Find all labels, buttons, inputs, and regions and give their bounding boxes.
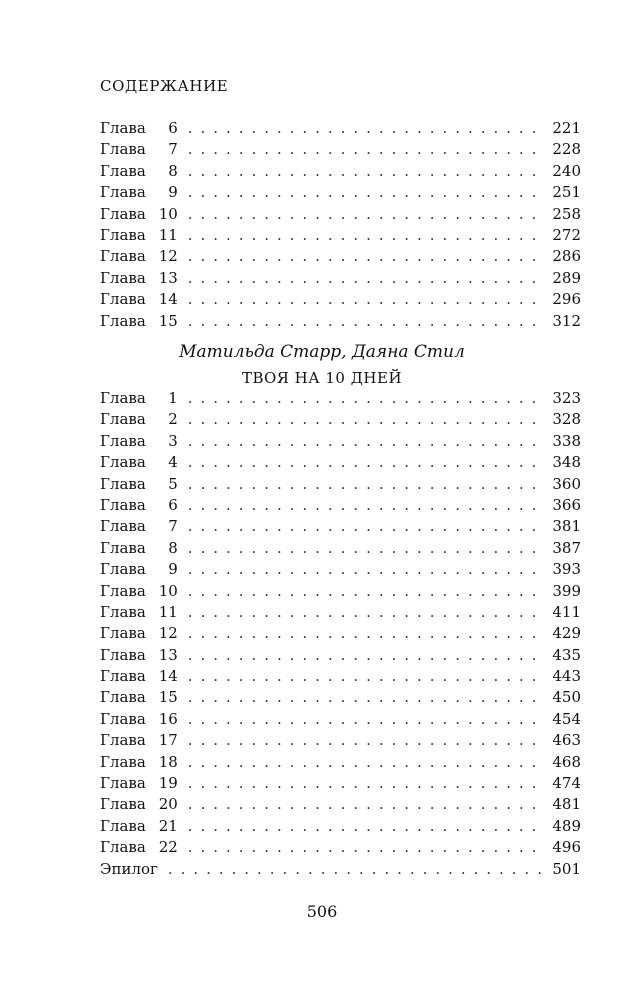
toc-entry-number: 11 — [158, 602, 178, 621]
section-authors: Матильда Старр, Даяна Стил — [179, 342, 465, 362]
toc-entry-label: Глава — [100, 140, 146, 159]
toc-entry-page: 489 — [552, 816, 581, 835]
toc-entry-number: 13 — [158, 268, 178, 287]
toc-entry-page: 251 — [552, 183, 581, 202]
toc-entry-label: Глава — [100, 290, 146, 309]
toc-entry-page: 323 — [552, 389, 581, 407]
toc-entry-label: Глава — [100, 410, 146, 429]
dot-leader — [188, 225, 543, 246]
toc-entry — [100, 139, 581, 160]
dot-leader — [188, 816, 543, 837]
toc-entry-page: 221 — [552, 119, 581, 137]
toc-entry-number: 14 — [158, 667, 178, 686]
toc-entry-label: Глава — [100, 667, 146, 686]
toc-entry-page: 272 — [552, 225, 581, 244]
toc-entry-number: 13 — [158, 645, 178, 664]
toc-entry-page: 360 — [552, 474, 581, 493]
toc-entry-number: 9 — [168, 560, 178, 579]
toc-entry — [100, 311, 581, 332]
toc-entry — [100, 687, 581, 708]
toc-entry-number: 5 — [168, 474, 178, 493]
toc-entry-page: 228 — [552, 140, 581, 159]
toc-entry — [100, 709, 581, 730]
running-head: СОДЕРЖАНИЕ — [100, 77, 229, 95]
dot-leader — [188, 182, 543, 203]
toc-entry — [100, 246, 581, 267]
toc-section-2 — [100, 388, 581, 880]
dot-leader — [188, 516, 543, 537]
dot-leader — [188, 452, 543, 473]
toc-entry-page: 348 — [552, 453, 581, 472]
toc-entry — [100, 773, 581, 794]
toc-entry-page: 468 — [552, 752, 581, 771]
toc-entry — [100, 452, 581, 473]
toc-entry-page: 443 — [552, 667, 581, 686]
toc-entry-label: Глава — [100, 838, 146, 857]
toc-entry-number: 8 — [168, 538, 178, 557]
toc-entry-page: 258 — [552, 204, 581, 223]
toc-entry-label: Глава — [100, 453, 146, 472]
dot-leader — [188, 204, 543, 225]
toc-entry-number: 12 — [158, 624, 178, 643]
toc-entry-page: 454 — [552, 709, 581, 728]
dot-leader — [188, 538, 543, 559]
toc-entry-label: Глава — [100, 517, 146, 536]
toc-entry-number: 7 — [168, 140, 178, 159]
page-number: 506 — [306, 902, 338, 921]
toc-entry-page: 435 — [552, 645, 581, 664]
toc-entry-page: 312 — [552, 311, 581, 330]
toc-entry-number: 15 — [158, 311, 178, 330]
toc-entry-number: 15 — [158, 688, 178, 707]
dot-leader — [188, 388, 543, 409]
toc-entry-page: 496 — [552, 838, 581, 857]
dot-leader — [188, 602, 543, 623]
toc-entry-page: 240 — [552, 161, 581, 180]
toc-entry-label: Глава — [100, 774, 146, 793]
toc-entry-number: 18 — [158, 752, 178, 771]
toc-entry — [100, 538, 581, 559]
toc-entry-page: 393 — [552, 560, 581, 579]
dot-leader — [188, 581, 543, 602]
toc-entry-number: 6 — [168, 495, 178, 514]
toc-entry-label: Глава — [100, 752, 146, 771]
toc-entry-page: 286 — [552, 247, 581, 266]
toc-entry-number: 21 — [158, 816, 178, 835]
toc-entry-page: 399 — [552, 581, 581, 600]
toc-entry — [100, 666, 581, 687]
toc-entry-label: Глава — [100, 538, 146, 557]
toc-entry-label: Глава — [100, 560, 146, 579]
toc-entry-page: 328 — [552, 410, 581, 429]
toc-entry-label: Глава — [100, 602, 146, 621]
toc-entry-label: Глава — [100, 474, 146, 493]
toc-entry-label: Глава — [100, 624, 146, 643]
toc-entry-number: 2 — [168, 410, 178, 429]
toc-entry — [100, 431, 581, 452]
toc-entry-label: Глава — [100, 816, 146, 835]
toc-entry-label: Глава — [100, 225, 146, 244]
toc-entry-label: Глава — [100, 581, 146, 600]
toc-entry-number: 20 — [158, 795, 178, 814]
toc-entry — [100, 730, 581, 751]
toc-entry-label: Глава — [100, 645, 146, 664]
toc-entry-page: 289 — [552, 268, 581, 287]
toc-entry-page: 296 — [552, 290, 581, 309]
toc-entry — [100, 602, 581, 623]
dot-leader — [168, 859, 543, 880]
toc-entry — [100, 794, 581, 815]
dot-leader — [188, 773, 543, 794]
toc-entry — [100, 516, 581, 537]
toc-entry-number: 12 — [158, 247, 178, 266]
toc-entry — [100, 268, 581, 289]
toc-entry-page: 501 — [552, 859, 581, 878]
toc-entry-label: Эпилог — [100, 859, 158, 878]
toc-entry-label: Глава — [100, 247, 146, 266]
dot-leader — [188, 289, 543, 310]
toc-entry-number: 9 — [168, 183, 178, 202]
toc-entry — [100, 495, 581, 516]
dot-leader — [188, 623, 543, 644]
dot-leader — [188, 161, 543, 182]
toc-entry-page: 387 — [552, 538, 581, 557]
toc-entry-label: Глава — [100, 311, 146, 330]
toc-entry-page: 474 — [552, 774, 581, 793]
dot-leader — [188, 311, 543, 332]
dot-leader — [188, 495, 543, 516]
toc-entry-label: Глава — [100, 495, 146, 514]
dot-leader — [188, 474, 543, 495]
toc-entry — [100, 409, 581, 430]
toc-entry-label: Глава — [100, 731, 146, 750]
section-title: ТВОЯ НА 10 ДНЕЙ — [241, 369, 403, 387]
toc-entry-label: Глава — [100, 795, 146, 814]
toc-entry-page: 338 — [552, 431, 581, 450]
toc-entry — [100, 225, 581, 246]
toc-entry — [100, 837, 581, 858]
toc-entry-page: 463 — [552, 731, 581, 750]
dot-leader — [188, 431, 543, 452]
toc-entry-label: Глава — [100, 709, 146, 728]
toc-entry-number: 22 — [158, 838, 178, 857]
dot-leader — [188, 666, 543, 687]
dot-leader — [188, 837, 543, 858]
dot-leader — [188, 139, 543, 160]
toc-entry — [100, 204, 581, 225]
toc-entry-number: 4 — [168, 453, 178, 472]
toc-entry-label: Глава — [100, 161, 146, 180]
toc-entry — [100, 859, 581, 880]
toc-entry — [100, 182, 581, 203]
toc-entry-number: 17 — [158, 731, 178, 750]
toc-entry-number: 6 — [168, 119, 178, 137]
toc-entry-page: 450 — [552, 688, 581, 707]
toc-entry-number: 1 — [168, 389, 178, 407]
toc-entry-number: 3 — [168, 431, 178, 450]
toc-section-1 — [100, 118, 581, 332]
dot-leader — [188, 246, 543, 267]
toc-entry-page: 381 — [552, 517, 581, 536]
toc-entry-number: 10 — [158, 581, 178, 600]
toc-entry-number: 10 — [158, 204, 178, 223]
toc-entry — [100, 161, 581, 182]
toc-entry — [100, 289, 581, 310]
dot-leader — [188, 118, 543, 139]
toc-entry-number: 11 — [158, 225, 178, 244]
toc-entry-page: 411 — [552, 602, 581, 621]
toc-entry-label: Глава — [100, 119, 146, 137]
dot-leader — [188, 709, 543, 730]
toc-entry — [100, 388, 581, 409]
toc-entry — [100, 752, 581, 773]
toc-entry — [100, 645, 581, 666]
toc-entry-label: Глава — [100, 688, 146, 707]
dot-leader — [188, 730, 543, 751]
toc-entry-label: Глава — [100, 431, 146, 450]
toc-entry-label: Глава — [100, 268, 146, 287]
toc-entry — [100, 623, 581, 644]
toc-entry — [100, 559, 581, 580]
toc-entry — [100, 118, 581, 139]
toc-entry-page: 366 — [552, 495, 581, 514]
toc-entry-number: 8 — [168, 161, 178, 180]
dot-leader — [188, 268, 543, 289]
toc-entry-label: Глава — [100, 183, 146, 202]
toc-entry-page: 481 — [552, 795, 581, 814]
toc-entry-number: 16 — [158, 709, 178, 728]
toc-entry-number: 7 — [168, 517, 178, 536]
toc-entry-label: Глава — [100, 204, 146, 223]
toc-entry — [100, 816, 581, 837]
toc-entry-page: 429 — [552, 624, 581, 643]
dot-leader — [188, 409, 543, 430]
dot-leader — [188, 687, 543, 708]
toc-entry-number: 14 — [158, 290, 178, 309]
dot-leader — [188, 752, 543, 773]
dot-leader — [188, 559, 543, 580]
toc-entry — [100, 581, 581, 602]
toc-entry-label: Глава — [100, 389, 146, 407]
toc-entry — [100, 474, 581, 495]
toc-entry-number: 19 — [158, 774, 178, 793]
dot-leader — [188, 794, 543, 815]
dot-leader — [188, 645, 543, 666]
